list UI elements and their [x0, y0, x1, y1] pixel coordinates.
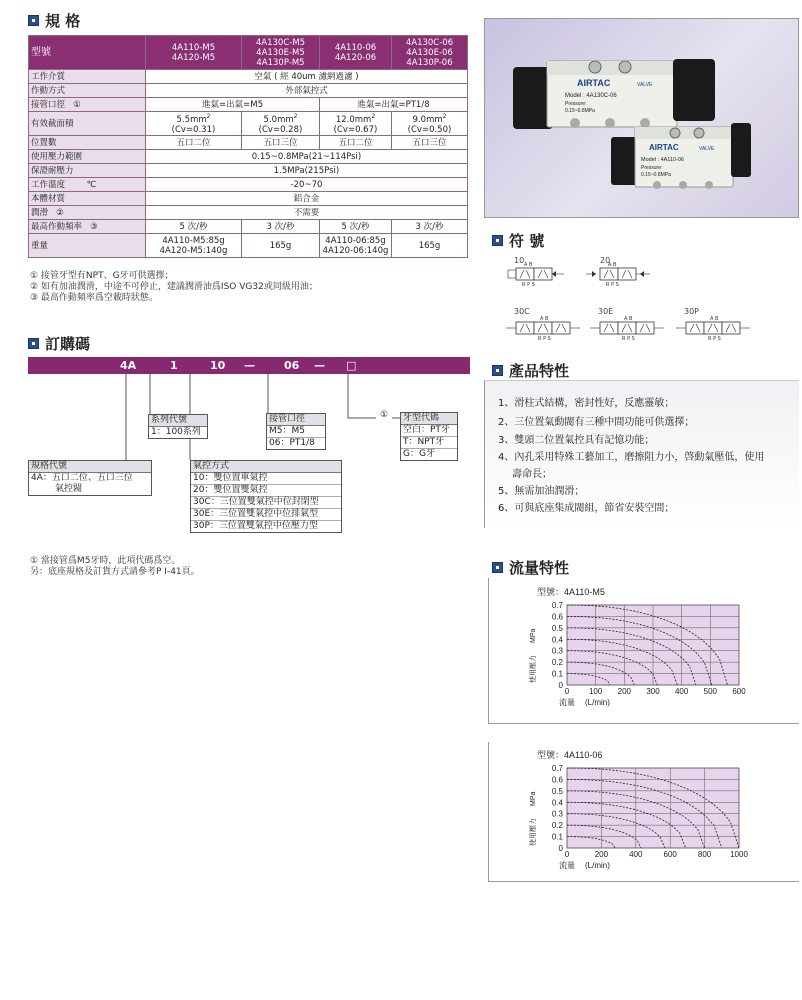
material-value: 鋁合金: [146, 192, 468, 206]
positions-3: 五口二位: [320, 136, 392, 150]
features-title: 產品特性: [509, 362, 570, 380]
svg-text:0.15~0.8MPa: 0.15~0.8MPa: [565, 108, 595, 114]
x-tick-label: 600: [663, 850, 677, 859]
order-notes: [30, 556, 200, 578]
symbol-label-10: 10: [514, 256, 525, 265]
chart-title: 型號：4A110-06: [537, 750, 603, 760]
row-label-lube: 潤滑 ②: [29, 206, 146, 220]
x-axis-label: 流量: [559, 861, 575, 870]
positions-1: 五口二位: [146, 136, 242, 150]
symbol-title: 符 號: [509, 232, 545, 250]
row-label-weight: 重量: [29, 234, 146, 258]
y-tick-label: 0.6: [551, 612, 563, 622]
product-photo: [484, 18, 799, 218]
order-title: 訂購碼: [45, 335, 91, 353]
x-tick-label: 400: [629, 850, 643, 859]
x-axis-label: 流量: [559, 698, 575, 707]
chart-title: 型號：4A110-M5: [537, 587, 605, 597]
y-tick-label: 0.3: [551, 809, 563, 819]
feature-4: 4、內孔采用特殊工藝加工，磨擦阻力小，啓動氣壓低，使用: [498, 452, 765, 463]
svg-text:Pressure:: Pressure:: [641, 165, 663, 171]
square-bullet-icon: [492, 562, 503, 573]
y-unit: MPa: [530, 791, 537, 806]
y-tick-label: 0.2: [551, 821, 563, 831]
freq-3: 5 次/秒: [320, 220, 392, 234]
y-tick-label: 0.6: [551, 775, 563, 785]
square-bullet-icon: [492, 365, 503, 376]
x-tick-label: 800: [697, 850, 712, 859]
valve-2-position: [611, 123, 751, 189]
y-axis-label: 使用壓力: [530, 655, 537, 683]
row-label-medium: 工作介質: [29, 70, 146, 84]
y-tick-label: 0: [558, 681, 563, 690]
weight-2: 165g: [242, 234, 320, 258]
symbol-30e-icon: [590, 316, 664, 342]
port-value-m5: 進氣=出氣=M5: [146, 98, 320, 112]
area-value-1: $5.5mm^2$ (Cv=0.31): [146, 112, 242, 136]
port-row-1: M5：M5: [267, 426, 325, 438]
y-tick-label: 0.2: [551, 658, 563, 668]
model-col-2: 4A130C-M5 4A130E-M5 4A130P-M5: [242, 36, 320, 70]
model-label: 型號: [29, 36, 146, 70]
symbol-20-icon: [586, 262, 650, 288]
symbol-10-icon: [508, 262, 564, 288]
y-tick-label: 0.1: [551, 832, 563, 842]
area-value-3: $12.0mm^2$ (Cv=0.67): [320, 112, 392, 136]
code-dash-1: —: [244, 359, 255, 372]
weight-4: 165g: [392, 234, 468, 258]
x-axis-unit: (L/min): [585, 861, 610, 870]
model-col-4: 4A130C-06 4A130E-06 4A130P-06: [392, 36, 468, 70]
svg-text:Pressure:: Pressure:: [565, 101, 587, 107]
row-label-area: 有效截面積: [29, 112, 146, 136]
x-tick-label: 100: [588, 687, 603, 696]
freq-4: 3 次/秒: [392, 220, 468, 234]
y-tick-label: 0.7: [551, 601, 563, 610]
row-label-proof: 保證耐壓力: [29, 164, 146, 178]
thread-head: 牙型代碼: [401, 413, 457, 425]
svg-text:A B: A B: [524, 262, 533, 268]
row-label-pressure: 使用壓力範圍: [29, 150, 146, 164]
order-mark: ①: [380, 410, 389, 420]
x-tick-label: 400: [674, 687, 689, 696]
svg-text:R P S: R P S: [622, 336, 635, 342]
positions-2: 五口三位: [242, 136, 320, 150]
pressure-value: 0.15~0.8MPa(21~114Psi): [146, 150, 468, 164]
x-tick-label: 300: [646, 687, 660, 696]
svg-text:Model : 4A110-06: Model : 4A110-06: [641, 157, 685, 163]
code-part-control: 10: [210, 359, 226, 372]
x-tick-label: 600: [732, 687, 746, 696]
model-code-head: 規格代號: [29, 461, 151, 473]
spec-note-3: ③ 最高作動頻率爲空載時狀態。: [30, 293, 158, 303]
flow-title: 流量特性: [509, 559, 570, 577]
medium-value: 空氣 ( 經 40um 濾網過濾 ): [146, 70, 468, 84]
row-label-material: 本體材質: [29, 192, 146, 206]
svg-text:A B: A B: [624, 316, 633, 322]
svg-text:R P S: R P S: [708, 336, 721, 342]
spec-note-1: ① 接管牙型有NPT、G牙可供選擇；: [30, 271, 174, 281]
control-row-10: 10：雙位置單氣控: [191, 473, 341, 485]
port-head: 接管口徑: [267, 414, 325, 426]
svg-text:R P S: R P S: [522, 282, 535, 288]
x-tick-label: 200: [617, 687, 632, 696]
control-box: [190, 460, 342, 533]
row-label-freq: 最高作動頻率 ③: [29, 220, 146, 234]
y-tick-label: 0: [558, 844, 563, 853]
svg-text:A B: A B: [608, 262, 617, 268]
flow-chart-m5: [488, 578, 799, 724]
feature-2: 2、三位置氣動閥有三種中間功能可供選擇；: [498, 417, 695, 428]
thread-row-2: T：NPT牙: [401, 437, 457, 449]
svg-text:VALVE: VALVE: [637, 82, 653, 88]
control-head: 氣控方式: [191, 461, 341, 473]
x-tick-label: 1000: [730, 850, 748, 859]
y-tick-label: 0.7: [551, 764, 563, 773]
x-tick-label: 200: [594, 850, 609, 859]
y-tick-label: 0.5: [551, 623, 563, 633]
x-axis-unit: (L/min): [585, 698, 610, 707]
freq-2: 3 次/秒: [242, 220, 320, 234]
port-value-pt: 進氣=出氣=PT1/8: [320, 98, 468, 112]
thread-box: [400, 412, 458, 461]
temp-value: -20~70: [146, 178, 468, 192]
row-label-port: 接管口徑 ①: [29, 98, 146, 112]
code-part-thread: □: [346, 359, 357, 372]
features-section-title: [492, 360, 569, 381]
row-label-temp: 工作溫度 ℃: [29, 178, 146, 192]
valve-illustration: [485, 19, 799, 218]
x-tick-label: 0: [564, 687, 570, 696]
symbol-label-30c: 30C: [514, 307, 530, 316]
positions-4: 五口三位: [392, 136, 468, 150]
code-part-series: 1: [170, 359, 178, 372]
y-tick-label: 0.4: [551, 798, 563, 808]
svg-text:0.15~0.8MPa: 0.15~0.8MPa: [641, 172, 671, 178]
port-box: [266, 413, 326, 450]
flow-chart-06: [488, 742, 799, 882]
y-tick-label: 0.4: [551, 635, 563, 645]
control-row-20: 20：雙位置雙氣控: [191, 485, 341, 497]
symbol-label-30e: 30E: [598, 307, 614, 316]
port-row-2: 06：PT1/8: [269, 438, 315, 448]
model-col-1: 4A110-M5 4A120-M5: [146, 36, 242, 70]
spec-note-2: ② 如有加油潤滑，中途不可停止，建議潤滑油爲ISO VG32或同級用油；: [30, 282, 318, 292]
feature-3: 3、雙頭二位置氣控具有記憶功能；: [498, 435, 655, 446]
series-head: 系列代號: [149, 415, 207, 427]
control-row-30p: 30P：三位置雙氣控中位壓力型: [193, 521, 318, 531]
action-value: 外部氣控式: [146, 84, 468, 98]
proof-value: 1.5MPa(215Psi): [146, 164, 468, 178]
area-value-4: $9.0mm^2$ (Cv=0.50): [392, 112, 468, 136]
svg-text:A B: A B: [710, 316, 719, 322]
svg-text:R P S: R P S: [538, 336, 551, 342]
symbol-30c-icon: [506, 316, 580, 342]
x-tick-label: 0: [564, 850, 570, 859]
valve-3-position: [513, 59, 715, 129]
svg-text:Model : 4A130C-06: Model : 4A130C-06: [565, 93, 617, 99]
row-label-positions: 位置數: [29, 136, 146, 150]
lube-value: 不需要: [146, 206, 468, 220]
order-note-1: ① 當接管爲M5牙時，此項代碼爲空。: [30, 556, 181, 566]
y-tick-label: 0.1: [551, 669, 563, 679]
order-note-2: 另：底座規格及訂貨方式請參考P Ⅰ-41頁。: [30, 567, 200, 577]
thread-row-3: G：G牙: [403, 449, 435, 459]
x-tick-label: 500: [703, 687, 718, 696]
area-value-2: $5.0mm^2$ (Cv=0.28): [242, 112, 320, 136]
svg-text:VALVE: VALVE: [699, 146, 715, 152]
model-code-box: [28, 460, 152, 496]
symbol-30p-icon: [676, 316, 750, 342]
row-label-action: 作動方式: [29, 84, 146, 98]
valve-symbols: [500, 262, 780, 352]
feature-6: 6、可與底座集成閥組，節省安裝空間；: [498, 503, 675, 514]
control-row-30c: 30C：三位置雙氣控中位封閉型: [191, 497, 341, 509]
control-row-30e: 30E：三位置雙氣控中位排氣型: [191, 509, 341, 521]
symbol-label-30p: 30P: [684, 307, 700, 316]
symbol-section-title: [492, 230, 544, 251]
code-part-model: 4A: [120, 359, 137, 372]
y-tick-label: 0.3: [551, 646, 563, 656]
square-bullet-icon: [492, 235, 503, 246]
code-dash-2: —: [314, 359, 325, 372]
feature-5: 5、無需加油潤滑；: [498, 486, 585, 497]
model-col-3: 4A110-06 4A120-06: [320, 36, 392, 70]
y-unit: MPa: [530, 628, 537, 643]
feature-1: 1、滑柱式結構，密封性好，反應靈敏；: [498, 398, 675, 409]
code-part-port: 06: [284, 359, 300, 372]
series-box: [148, 414, 208, 439]
y-tick-label: 0.5: [551, 786, 563, 796]
weight-3: 4A110-06:85g 4A120-06:140g: [320, 234, 392, 258]
flow-section-title: [492, 557, 569, 578]
svg-text:AIRTAC: AIRTAC: [577, 78, 611, 88]
spec-title: 規 格: [45, 12, 81, 30]
svg-text:R P S: R P S: [606, 282, 619, 288]
feature-4-cont: 壽命長；: [512, 469, 552, 480]
series-row: 1：100系列: [151, 427, 201, 437]
y-axis-label: 使用壓力: [530, 818, 537, 846]
thread-row-1: 空白：PT牙: [401, 425, 457, 437]
svg-text:A B: A B: [540, 316, 549, 322]
model-code-row-1: 4A：五口二位、五口三位: [31, 473, 133, 483]
weight-1: 4A110-M5:85g 4A120-M5:140g: [146, 234, 242, 258]
freq-1: 5 次/秒: [146, 220, 242, 234]
symbol-label-20: 20: [600, 256, 611, 265]
svg-text:AIRTAC: AIRTAC: [649, 143, 679, 152]
model-code-row-2: 氣控閥: [55, 484, 83, 494]
